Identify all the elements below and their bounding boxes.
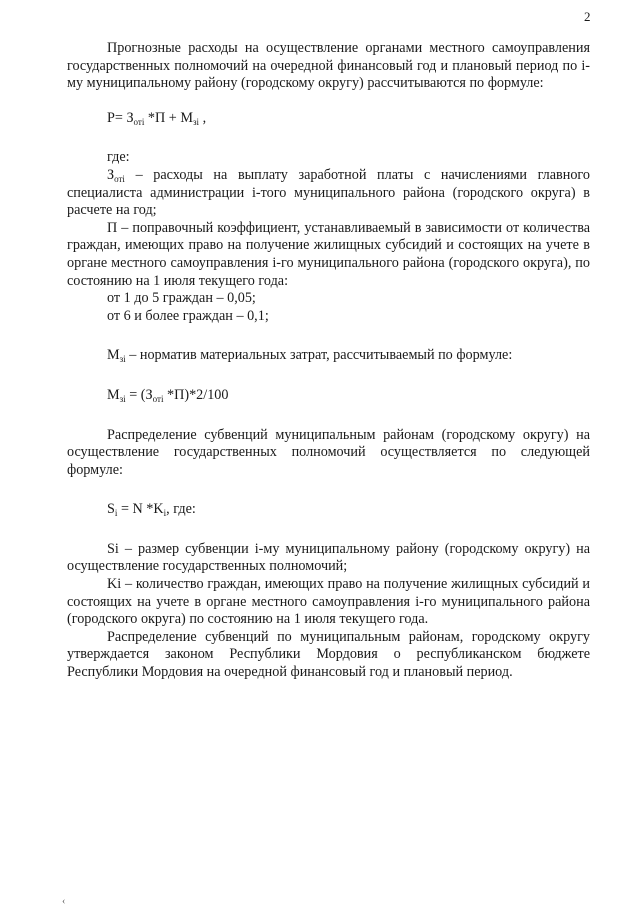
- p-value-2: от 6 и более граждан – 0,1;: [107, 307, 269, 324]
- page-number: 2: [584, 9, 591, 24]
- final-paragraph: Распределение субвенций по муниципальным районам, городскому округу утверждается законом Республики Мордовия о республиканском бюджете Республики Мордовия на очередной финансовый год и плановый период.: [67, 628, 590, 681]
- si-definition: Si – размер субвенции i-му муниципальному району (городскому округу) на осуществление государственных полномочий;: [67, 540, 590, 575]
- z-definition: $З_{оті}$ – расходы на выплату заработной платы с начислениями главного специалиста администрации i-того муниципального района (городского округа) в расчете на год;: [67, 166, 590, 219]
- ki-definition: Ki – количество граждан, имеющих право на получение жилищных субсидий и состоящих на учете в органе местного самоуправления i-го муниципального района (городского округа) по состоянию на 1 июля текущего года.: [67, 576, 590, 628]
- p-value-1: от 1 до 5 граждан – 0,05;: [107, 290, 256, 307]
- p-definition: П – поправочный коэффициент, устанавливаемый в зависимости от количества граждан, имеющих право на получение жилищных субсидий и состоящих на учете в органе местного самоуправления i-го муниципального района (городского округа), по состоянию на 1 июля текущего года:: [67, 219, 590, 289]
- formula-m: $М_{зі} = (З_{оті}$ *П)*2/100: [107, 386, 229, 404]
- document-body: [67, 40, 590, 682]
- intro-paragraph: Прогнозные расходы на осуществление органами местного самоуправления государственных полномочий на очередной финансовый год и плановый период по i-му муниципальному району (городскому округу) рассчитываются по формуле:: [67, 40, 590, 92]
- formula-p: $Р= З_{оті}$ $*П + М_{зі}$ ,: [107, 109, 207, 127]
- m-definition: $М_{зі}$ – норматив материальных затрат, рассчитываемый по формуле:: [107, 347, 513, 365]
- formula-s: $S_i = N$ $*K_i$, где:: [107, 501, 196, 519]
- scan-speck: ‹: [62, 896, 66, 907]
- distribution-intro: Распределение субвенций муниципальным районам (городскому округу) на осуществление государственных полномочий осуществляется по следующей формуле:: [67, 426, 590, 478]
- where-label: где:: [107, 149, 130, 166]
